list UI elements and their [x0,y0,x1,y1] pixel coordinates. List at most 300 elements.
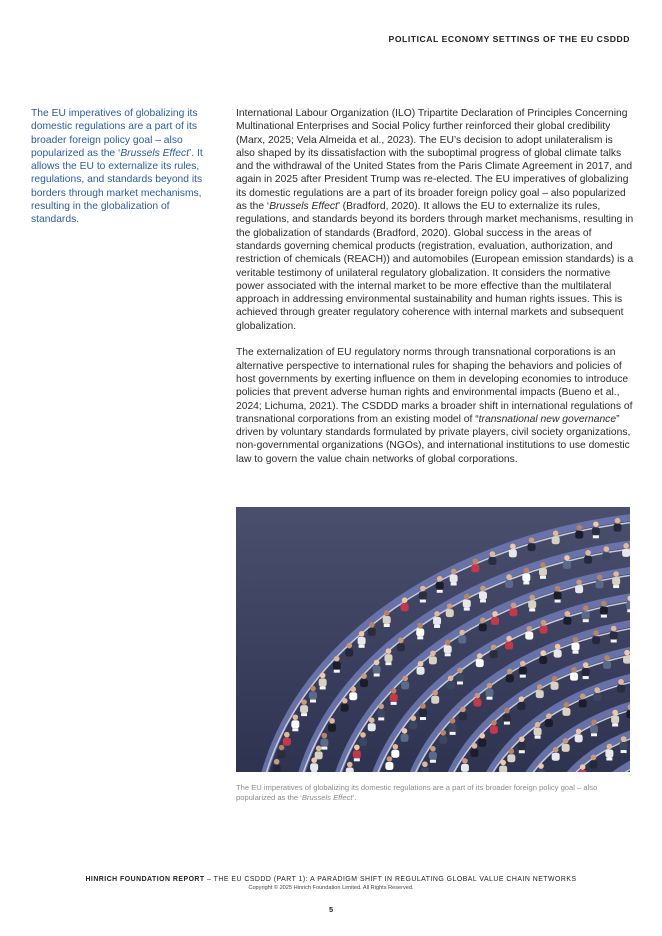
person-head [487,683,493,689]
person-head [604,655,610,661]
desk-paper [437,590,443,593]
desk-paper [601,615,607,618]
person-head [434,611,440,617]
person-body [626,710,630,718]
person-body [450,574,458,582]
person-head [593,521,599,527]
desk-paper [301,713,307,716]
person-head [527,626,533,632]
person-body [490,726,498,734]
person-head [585,550,591,556]
person-body [419,592,427,600]
person-body [582,668,590,676]
person-head [564,702,570,708]
person-body [600,607,608,615]
person-body [575,734,583,742]
person-head [618,679,624,685]
person-body [278,751,286,759]
person-body [552,753,560,761]
desk-paper [417,636,423,639]
person-head [529,595,535,601]
person-body [383,616,391,624]
person-body [384,654,392,662]
person-head [350,686,356,692]
person-head [576,729,582,735]
person-head [329,718,335,724]
person-head [473,558,479,564]
person-body [470,749,478,757]
person-body [506,674,514,682]
person-head [524,568,530,574]
person-body [612,577,620,585]
person-body [528,600,536,608]
person-body [444,645,452,653]
person-body [349,692,357,700]
paragraph-2-part-b: ” driven by voluntary standards formulated by private players, civil society organizations, non-governmental organizations (NGOs), and international institutions to use domestic law to govern the value chain networks of global corporations. [236,413,631,465]
person-head [573,637,579,643]
paragraph-2-part-a: The externalization of EU regulatory norms through transnational corporations is an alternative perspective to international rules for shaping the behaviors and policies of host governments by exerting influence on them in developing economies to introduce policies that prevent adverse human rights and environmental impacts (Bueno et al., 2024; Lichuma, 2021). The CSDDD marks a broader shift in international regulations of transnational corporations from an existing model of “ [236,347,633,425]
person-head [546,713,552,719]
desk-paper [445,653,451,656]
person-head [576,579,582,585]
person-body [545,719,553,727]
person-body [439,736,447,744]
caption-text-start: The EU imperatives of globalizing its domestic regulations are a part of its broader foreign policy goal – also popularized as the ‘ [236,783,598,802]
person-body [391,750,399,758]
person-head [440,730,446,736]
person-body [589,760,597,768]
person-body [397,643,405,651]
person-head [420,703,426,709]
person-head [445,639,451,645]
desk-paper [504,722,510,725]
desk-paper [311,771,317,772]
person-body [346,768,354,772]
person-body [593,693,601,701]
person-head [552,676,558,682]
person-body [579,699,587,707]
person-head [563,738,569,744]
footer-org: HINRICH FOUNDATION REPORT [85,876,205,883]
person-head [529,537,535,543]
person-head [510,544,516,550]
person-head [564,555,570,561]
desk-paper [430,760,436,763]
person-head [597,575,603,581]
paragraph-1-part-a: International Labour Organization (ILO) Tripartite Declaration of Principles Concerning Multinational Enterprises and Social Policy further reinforced their global credibility (Marx, 2025; Vela Almeida et al., 2023). The EU’s decision to adopt unilateralism is also shaped by its dissatisfaction with the suboptimal progress of global climate talks and the withdrawal of the United States from the Paris Climate Agreement in 2017, and again in 2025 after President Trump was re-elected. The EU imperatives of globalizing its domestic regulations are a part of its broader foreign policy goal – also popularized as the ‘ [236,108,633,213]
person-head [460,707,466,713]
person-body [478,739,486,747]
person-body [291,720,299,728]
person-body [473,699,481,707]
person-head [555,586,561,592]
desk-paper [555,600,561,603]
desk-paper [450,732,456,735]
person-body [333,662,341,670]
paragraph-2 [236,346,634,466]
person-head [583,662,589,668]
person-body [528,543,536,551]
person-body [390,694,398,702]
person-head [541,620,547,626]
person-head [320,673,326,679]
person-head [480,586,486,592]
person-body [385,762,393,770]
person-head [537,684,543,690]
person-head [369,622,375,628]
person-body [562,744,570,752]
person-body [353,750,361,758]
desk-paper [378,717,384,720]
person-body [499,766,507,772]
person-head [576,525,582,531]
person-body [345,649,353,657]
person-head [540,650,546,656]
person-head [492,611,498,617]
person-head [334,656,340,662]
person-body [401,603,409,611]
person-body [458,636,466,644]
person-body [479,591,487,599]
person-body [622,549,630,557]
person-head [459,630,465,636]
person-body [507,754,515,762]
parliament-photo [236,507,630,772]
person-head [293,714,299,720]
person-head [387,756,393,762]
person-head [535,722,541,728]
person-head [475,693,481,699]
person-head [418,661,424,667]
desk-paper [611,640,617,643]
desk-paper [529,608,535,611]
person-body [563,561,571,569]
person-body [463,600,471,608]
person-body [539,656,547,664]
pull-quote-term: Brussels Effect [120,147,189,159]
desk-paper [593,535,599,538]
person-body [592,636,600,644]
person-body [358,637,366,645]
pull-quote-text-start: The EU imperatives of globalizing its domestic regulations are a part of its broader foreign policy goal – also popularized as the ‘ [31,108,198,159]
person-body [341,704,349,712]
person-head [594,687,600,693]
person-body [575,585,583,593]
pull-quote-text-end: ’. It allows the EU to externalize its rules, regulations, and standards beyond its borders through market mechanisms, resulting in the globalization of standards. [31,147,203,226]
person-head [604,546,610,552]
person-body [429,656,437,664]
person-body [602,552,610,560]
person-head [378,704,384,710]
person-head [472,743,478,749]
person-body [551,682,559,690]
person-body [614,524,622,532]
person-body [446,609,454,617]
desk-paper [612,723,618,726]
person-head [583,605,589,611]
person-head [607,744,613,750]
desk-paper [535,736,541,739]
person-head [591,719,597,725]
desk-paper [320,686,326,689]
person-head [621,736,627,742]
desk-paper [457,681,463,684]
person-head [504,708,510,714]
person-head [451,569,457,575]
desk-paper [519,750,525,753]
person-body [554,650,562,658]
person-head [611,626,617,632]
person-body [603,661,611,669]
person-head [507,669,513,675]
pull-quote [31,107,217,227]
person-body [300,705,308,713]
desk-paper [520,675,526,678]
person-body [459,712,467,720]
person-head [457,668,463,674]
person-head [464,594,470,600]
person-body [416,628,424,636]
person-head [519,696,525,702]
desk-paper [621,750,627,753]
person-head [477,653,483,659]
person-head [354,744,360,750]
person-head [361,673,367,679]
person-head [612,710,618,716]
person-body [517,702,525,710]
desk-paper [523,581,529,584]
person-head [591,755,597,761]
paragraph-1-part-b: ’ (Bradford, 2020). It allows the EU to externalize its rules, regulations, and standards beyond its borders through market mechanisms, resulting in the globalization of standards (Bradford, 2020). Global success in the areas of standards governing chemical products (registration, evaluation, authorization, and restriction of chemicals (REACH)) and automobiles (European emission standards) is a veritable testimony of unilateral regulatory globalization. It considers the normative power associated with the internal market to be more effective than the multilateral approach in addressing environmental sustainability and human rights issues. This is achieved through greater regulatory coherence with internal markets and subsequent globalization. [236,201,634,332]
person-head [359,631,365,637]
desk-paper [540,576,546,579]
desk-paper [606,758,612,761]
photo-caption [236,783,632,802]
person-head [462,758,468,764]
person-body [552,536,560,544]
parliament-chamber-illustration [236,507,630,772]
person-body [584,556,592,564]
desk-paper [627,609,630,612]
person-head [506,574,512,580]
person-body [409,721,417,729]
person-body [611,715,619,723]
desk-paper [573,651,579,654]
person-head [346,643,352,649]
person-body [360,679,368,687]
person-body [471,564,479,572]
person-head [615,518,621,524]
person-body [377,709,385,717]
person-body [582,611,590,619]
person-head [553,747,559,753]
person-body [431,696,439,704]
footer-copyright: Copyright © 2025 Hinrich Foundation Limited. All Rights Reserved. [248,885,414,891]
desk-paper [420,600,426,603]
running-header: POLITICAL ECONOMY SETTINGS OF THE EU CSDDD [388,34,630,44]
desk-paper [480,599,486,602]
desk-paper [451,582,457,585]
person-head [432,690,438,696]
footer-report-line [0,876,662,883]
person-body [359,738,367,746]
person-body [509,549,517,557]
person-body [368,723,376,731]
person-body [536,690,544,698]
person-head [509,748,515,754]
person-body [509,608,517,616]
person-head [580,764,586,770]
person-head [437,576,443,582]
person-body [518,742,526,750]
paragraph-1 [236,107,634,333]
person-head [402,728,408,734]
person-body [319,678,327,686]
person-head [540,562,546,568]
person-body [328,724,336,732]
person-head [279,745,285,751]
person-head [274,759,280,765]
person-head [593,630,599,636]
person-body [596,580,604,588]
person-head [447,603,453,609]
person-head [580,694,586,700]
desk-paper [583,676,589,679]
person-head [310,686,316,692]
person-head [520,661,526,667]
person-body [626,601,630,609]
person-head [500,760,506,766]
page-number: 5 [328,905,334,914]
person-head [417,623,423,629]
person-head [555,644,561,650]
person-body [310,763,318,771]
person-head [450,718,456,724]
person-head [538,763,544,769]
desk-paper [464,608,470,611]
desk-paper [434,625,440,628]
person-body [525,632,533,640]
person-body [563,617,571,625]
paragraph-2-term: transnational new governance [478,413,617,425]
caption-text-end: ’. [352,792,357,802]
person-body [522,573,530,581]
person-body [610,632,618,640]
person-head [422,761,428,767]
person-head [571,667,577,673]
desk-paper [613,585,619,588]
person-body [320,739,328,747]
caption-term: Brussels Effect [301,792,353,802]
desk-paper [391,702,397,705]
person-body [449,724,457,732]
person-body [570,673,578,681]
person-head [374,660,380,666]
person-head [301,699,307,705]
desk-paper [321,747,327,750]
page-footer [0,876,662,891]
person-head [506,636,512,642]
person-head [430,746,436,752]
person-head [480,618,486,624]
person-head [393,744,399,750]
person-body [519,667,527,675]
person-body [309,692,317,700]
person-head [491,644,497,650]
person-body [490,650,498,658]
person-body [575,531,583,539]
person-head [448,675,454,681]
person-body [617,685,625,693]
person-body [417,667,425,675]
person-body [605,750,613,758]
person-body [592,527,600,535]
desk-paper [583,619,589,622]
person-body [485,689,493,697]
person-head [553,530,559,536]
person-body [590,725,598,733]
person-body [373,666,381,674]
person-body [401,734,409,742]
desk-paper [486,697,492,700]
person-body [283,738,291,746]
person-body [554,592,562,600]
person-head [402,597,408,603]
person-head [601,601,607,607]
person-body [401,681,409,689]
desk-paper [384,624,390,627]
person-head [402,676,408,682]
desk-paper [374,674,380,677]
desk-paper [359,645,365,648]
person-head [391,688,397,694]
person-head [479,733,485,739]
person-head [347,762,353,768]
person-body [534,728,542,736]
person-body [429,752,437,760]
person-body [488,557,496,565]
person-body [623,656,630,664]
desk-paper [385,662,391,665]
person-head [565,611,571,617]
person-body [572,643,580,651]
person-body [476,659,484,667]
desk-paper [420,717,426,720]
person-body [503,714,511,722]
person-head [284,732,290,738]
person-body [436,582,444,590]
person-body [479,623,487,631]
person-body [447,681,455,689]
person-body [273,765,281,772]
person-body [539,626,547,634]
person-head [623,543,629,549]
person-head [384,610,390,616]
paragraph-1-term: Brussels Effect [269,201,338,213]
person-body [620,742,628,750]
desk-paper [292,728,298,731]
person-body [419,709,427,717]
person-head [519,736,525,742]
person-body [491,617,499,625]
desk-paper [354,758,360,761]
person-head [410,715,416,721]
person-head [360,732,366,738]
person-body [537,769,545,772]
person-body [539,568,547,576]
body-text [236,107,634,466]
person-head [398,638,404,644]
